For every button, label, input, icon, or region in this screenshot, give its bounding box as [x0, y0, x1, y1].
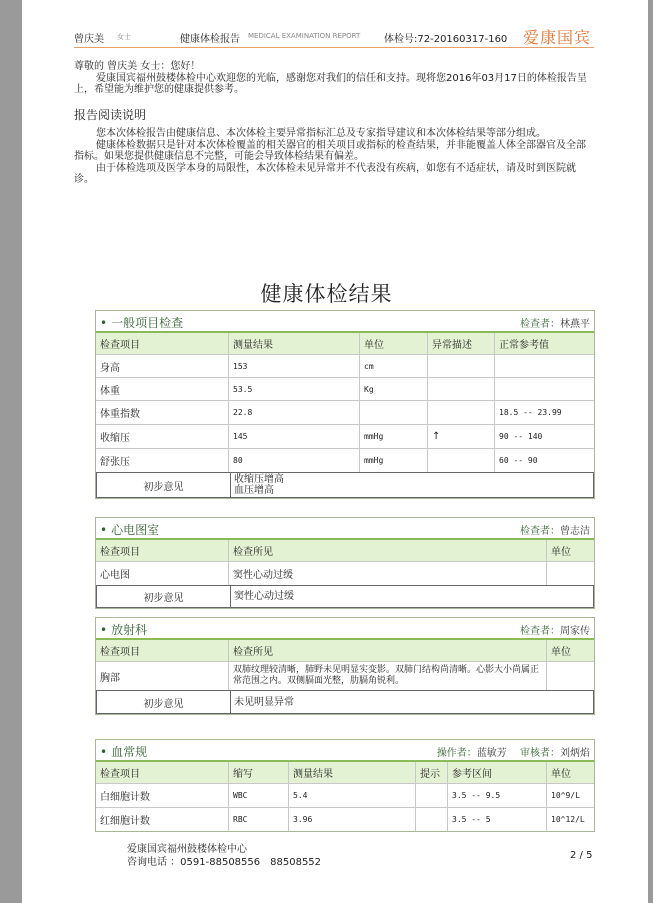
page-footer — [127, 843, 321, 869]
bullet-icon: • — [100, 623, 108, 637]
table-row — [96, 562, 594, 585]
reading-p3: 由于体检选项及医学本身的局限性，本次体检未见异常并不代表没有疾病，如您有不适症状，请及时到医院就诊。 — [74, 162, 576, 185]
examiner-name: 曾志洁 — [560, 526, 590, 537]
unit-cell — [360, 401, 428, 424]
unit-cell: cm — [360, 355, 428, 377]
opinion-value — [234, 586, 294, 607]
reference-cell: 60 -- 90 — [499, 456, 538, 465]
item-cell: 舒张压 — [96, 449, 229, 472]
header-cell: 单位 — [551, 547, 571, 558]
patient-name: 曾庆美 — [74, 34, 104, 45]
greeting — [74, 61, 594, 96]
section-title: 血常规 — [111, 745, 148, 759]
item-cell: 红细胞计数 — [96, 808, 229, 831]
unit-cell — [547, 562, 594, 585]
result-cell: 145 — [229, 425, 360, 448]
item-cell: 体重 — [96, 378, 229, 400]
examiner-name: 周家传 — [560, 626, 590, 637]
unit-cell: mmHg — [360, 449, 428, 472]
flag-cell — [428, 401, 495, 424]
section-title: 心电图室 — [111, 523, 160, 537]
table-header-row — [96, 540, 594, 562]
unit-cell: mmHg — [360, 425, 428, 448]
examiner-label: 检查者： — [520, 526, 560, 537]
result-cell: 3.96 — [289, 808, 416, 831]
item-cell: 收缩压 — [96, 425, 229, 448]
reference-cell: 3.5 -- 9.5 — [448, 784, 547, 807]
item-cell: 白细胞计数 — [96, 784, 229, 807]
blood-routine-section — [95, 739, 595, 832]
opinion-row — [96, 472, 594, 498]
table-row — [96, 449, 594, 472]
section-header — [96, 518, 594, 540]
footer-phone: 咨询电话 ：0591-88508556 88508552 — [127, 857, 322, 868]
reading-p2: 健康体检数据只是针对本次体检覆盖的相关器官的相关项目或指标的检查结果，并非能覆盖人体全部器官及全部指标。如果您提供健康信息不完整，可能会导致体检结果有偏差。 — [74, 139, 586, 162]
general-exam-section — [95, 310, 595, 499]
finding-cell: 双肺纹理较清晰，肺野未见明显实变影。双肺门结构尚清晰。心影大小尚属正常范围之内。双侧膈面光整，肋膈角锐利。 — [229, 662, 547, 690]
opinion-label: 初步意见 — [97, 473, 231, 497]
greeting-salute: 尊敬的 曾庆美 女士：您好！ — [74, 61, 201, 72]
operator-label: 操作者： — [436, 748, 477, 759]
header-cell: 单位 — [551, 769, 571, 780]
result-cell: 80 — [229, 449, 360, 472]
item-cell: 胸部 — [96, 662, 229, 690]
reference-cell: 3.5 -- 5 — [448, 808, 547, 831]
table-row — [96, 808, 594, 831]
header-cell: 单位 — [360, 333, 428, 354]
header-cell: 缩写 — [229, 762, 289, 783]
opinion-line: 收缩压增高 — [234, 474, 284, 485]
header-cell: 测量结果 — [229, 333, 360, 354]
header-cell: 检查项目 — [96, 762, 229, 783]
header-cell: 参考区间 — [448, 762, 547, 783]
table-row — [96, 378, 594, 401]
unit-cell: 10^12/L — [551, 815, 585, 824]
brand-logo: 爱康国宾 — [523, 28, 592, 47]
result-cell: 22.8 — [229, 401, 360, 424]
flag-cell — [428, 378, 495, 400]
opinion-value — [234, 473, 284, 497]
result-cell: 5.4 — [289, 784, 416, 807]
examiner-label: 检查者： — [520, 319, 560, 330]
header-cell: 检查所见 — [229, 540, 547, 561]
section-title: 放射科 — [111, 623, 148, 637]
flag-cell — [428, 355, 495, 377]
report-title: 健康体检报告 — [180, 34, 240, 45]
opinion-label: 初步意见 — [97, 691, 231, 713]
unit-cell — [547, 662, 594, 690]
result-cell: 153 — [229, 355, 360, 377]
ecg-section — [95, 517, 595, 609]
item-cell: 心电图 — [96, 562, 229, 585]
table-header-row — [96, 640, 594, 662]
footer-org: 爱康国宾福州鼓楼体检中心 — [127, 844, 247, 855]
page-number: 2 / 5 — [570, 850, 593, 861]
examiner-label: 检查者： — [520, 626, 560, 637]
header-cell: 检查项目 — [96, 540, 229, 561]
abbr-cell: WBC — [229, 784, 289, 807]
table-row — [96, 425, 594, 449]
header-cell: 异常描述 — [428, 333, 495, 354]
item-cell: 身高 — [96, 355, 229, 377]
header-cell: 测量结果 — [289, 762, 416, 783]
result-cell: 53.5 — [229, 378, 360, 400]
reviewer-name: 刘炳焰 — [560, 748, 590, 759]
greeting-body: 爱康国宾福州鼓楼体检中心欢迎您的光临，感谢您对我们的信任和支持。现将您2016年03月17日的体检报告呈上，希望能为维护您的健康提供参考。 — [74, 72, 587, 95]
page-header — [74, 30, 594, 46]
section-header — [96, 740, 594, 762]
reading-notes — [74, 128, 594, 186]
table-row — [96, 355, 594, 378]
general-table — [96, 333, 594, 498]
section-title: 一般项目检查 — [111, 316, 184, 330]
opinion-line: 未见明显异常 — [234, 696, 294, 708]
reading-heading: 报告阅读说明 — [74, 108, 147, 122]
reference-cell — [495, 355, 594, 377]
bullet-icon: • — [100, 316, 108, 330]
section-header — [96, 618, 594, 640]
header-divider — [74, 47, 594, 48]
item-cell: 体重指数 — [96, 401, 229, 424]
header-cell: 正常参考值 — [499, 340, 549, 351]
header-cell: 检查项目 — [96, 333, 229, 354]
header-cell: 单位 — [551, 647, 571, 658]
results-title: 健康体检结果 — [260, 282, 393, 306]
report-title-en: MEDICAL EXAMINATION REPORT — [248, 32, 361, 40]
flag-cell: ↑ — [428, 425, 495, 448]
bullet-icon: • — [100, 523, 108, 537]
opinion-row — [96, 690, 594, 714]
flag-cell — [416, 784, 448, 807]
section-header — [96, 311, 594, 333]
ecg-table — [96, 540, 594, 608]
radiology-table — [96, 640, 594, 714]
table-header-row — [96, 333, 594, 355]
table-row — [96, 662, 594, 690]
opinion-line: 窦性心动过缓 — [234, 591, 294, 602]
reading-p1: 您本次体检报告由健康信息、本次体检主要异常指标汇总及专家指导建议和本次体检结果等部分组成。 — [96, 128, 546, 139]
header-cell: 提示 — [416, 762, 448, 783]
reviewer-label: 审核者： — [520, 748, 560, 759]
opinion-row — [96, 585, 594, 608]
bullet-icon: • — [100, 745, 108, 759]
radiology-section — [95, 617, 595, 715]
reference-cell: 90 -- 140 — [499, 432, 543, 441]
unit-cell: 10^9/L — [551, 791, 580, 800]
table-row — [96, 784, 594, 808]
reference-cell — [495, 378, 594, 400]
flag-cell — [416, 808, 448, 831]
opinion-label: 初步意见 — [97, 586, 231, 607]
finding-cell: 窦性心动过缓 — [229, 562, 547, 585]
operator-name: 蓝敏芳 — [476, 748, 507, 759]
opinion-value — [234, 691, 294, 713]
exam-number: 体检号:72-20160317-160 — [384, 34, 508, 45]
blood-table — [96, 762, 594, 831]
table-header-row — [96, 762, 594, 784]
header-cell: 检查所见 — [229, 640, 547, 661]
reference-cell: 18.5 -- 23.99 — [499, 408, 562, 417]
abbr-cell: RBC — [229, 808, 289, 831]
unit-cell: Kg — [360, 378, 428, 400]
patient-title: 女士 — [117, 33, 131, 41]
flag-cell — [428, 449, 495, 472]
examiner-name: 林燕平 — [560, 319, 590, 330]
opinion-line: 血压增高 — [234, 485, 274, 496]
table-row — [96, 401, 594, 425]
header-cell: 检查项目 — [96, 640, 229, 661]
